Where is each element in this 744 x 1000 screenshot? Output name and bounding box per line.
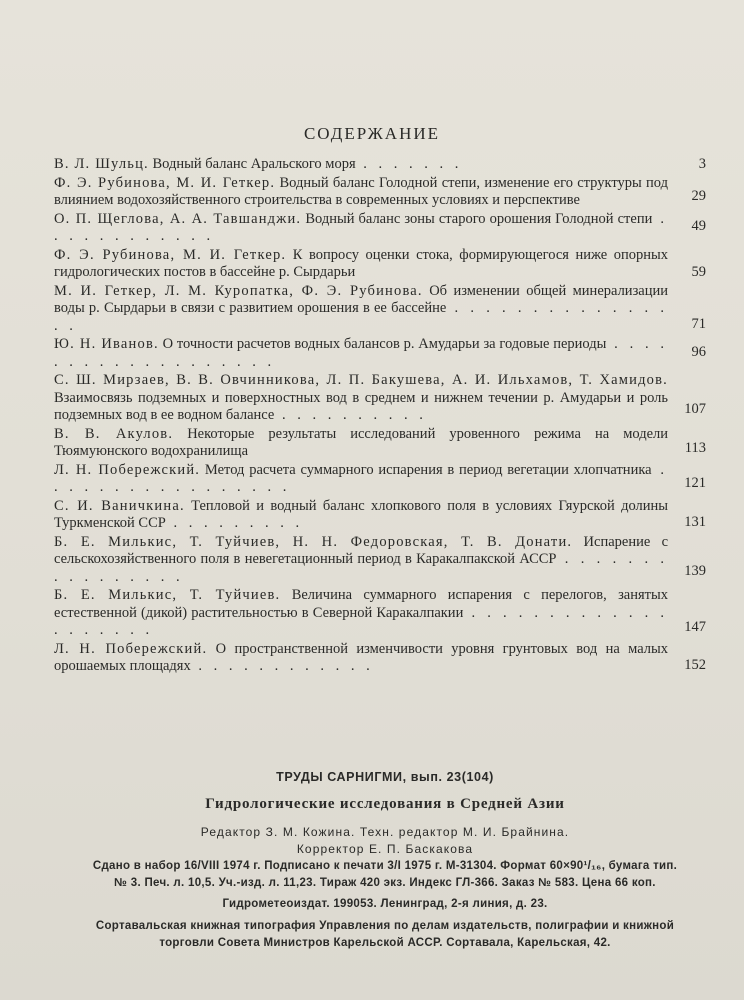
entry-title: Об изменении общей минерализации воды р. Сырдарьи в связи с развитием орошения в ее бассейне [54, 282, 669, 316]
entry-page-number: 96 [691, 343, 706, 360]
entry-page-number: 59 [691, 264, 706, 280]
entry-title: Метод расчета суммарного испарения в период вегетации хлопчатника [204, 461, 652, 478]
entry-authors: Ф. Э. Рубинова, М. И. Геткер. [54, 174, 276, 191]
editors-credits [60, 824, 710, 858]
entry-page-number: 49 [691, 218, 706, 234]
entry-title: К вопросу оценки стока, формирующегося ниже опорных гидрологических постов в бассейне р. Сырдарьи [54, 246, 669, 280]
dot-leader: . . . . . . . . . . . . . . . . . . . [54, 336, 668, 370]
entry-page-number: 113 [684, 440, 706, 456]
printer-info [60, 918, 710, 952]
entry-title: Некоторые результаты исследований уровенного режима на модели Тюямуюнского водохранилища [54, 425, 669, 459]
entry-title: Испарение с сельскохозяйственного поля в невегетационный период в Каракалпакской АССР [54, 533, 668, 567]
entry-authors: Ф. Э. Рубинова, М. И. Геткер. [54, 246, 287, 263]
entry-authors: С. Ш. Мирзаев, В. В. Овчинникова, Л. П. Бакушева, А. И. Ильхамов, Т. Хамидов. [54, 372, 668, 388]
entry-page-number: 152 [684, 657, 706, 673]
entry-title: О точности расчетов водных балансов р. Амударьи за годовые периоды [162, 336, 607, 352]
toc-entry [54, 534, 710, 587]
entry-page-number: 139 [684, 562, 706, 579]
entry-authors: О. П. Щеглова, А. А. Тавшанджи. [54, 210, 302, 227]
entry-authors: Б. Е. Милькис, Т. Туйчиев. [54, 587, 281, 603]
dot-leader: . . . . . . . . . . . . . . . . . . . . [54, 604, 669, 638]
entry-authors: В. Л. Шульц. [54, 156, 149, 172]
toc-entry [54, 498, 710, 533]
toc-entry [54, 247, 710, 282]
toc-entry [54, 372, 710, 425]
toc-entry [54, 336, 710, 371]
entry-title: Водный баланс Голодной степи, изменение его структуры под влиянием водохозяйственного строительства в современных условиях и перспективе [54, 174, 668, 208]
print-details [60, 858, 710, 892]
print-details-line: № 3. Печ. л. 10,5. Уч.-изд. л. 11,23. Тираж 420 экз. Индекс ГЛ-366. Заказ № 583. Цена 66 коп. [114, 877, 656, 889]
entry-title: Величина суммарного испарения с перелогов, занятых естественной (дикой) растительностью в Северной Каракалпакии [54, 587, 668, 621]
toc-entry [54, 175, 710, 210]
dot-leader: . . . . . . . . . . . . [54, 210, 669, 244]
entry-authors: М. И. Геткер, Л. М. Куропатка, Ф. Э. Рубинова. [54, 282, 423, 299]
toc-entry [54, 462, 710, 497]
dot-leader: . . . . . . . . . . . . . . . . [54, 300, 669, 334]
entry-authors: В. В. Акулов. [54, 425, 174, 442]
entry-page-number: 29 [691, 188, 706, 204]
toc-entry [54, 156, 710, 174]
entry-authors: Ю. Н. Иванов. [54, 336, 159, 352]
editors-line: Редактор З. М. Кожина. Техн. редактор М. И. Брайнина. [200, 825, 570, 839]
entry-title: Водный баланс зоны старого орошения Голодной степи [305, 210, 653, 227]
series-title: ТРУДЫ САРНИГМИ, вып. 23(104) [276, 770, 494, 784]
dot-leader: . . . . . . . . . [165, 515, 304, 531]
dot-leader: . . . . . . . . . . . . [190, 658, 374, 674]
printer-line: торговли Совета Министров Карельской АССР. Сортавала, Карельская, 42. [159, 937, 611, 949]
publisher-address: Гидрометеоиздат. 199053. Ленинград, 2-я линия, д. 23. [222, 898, 548, 910]
dot-leader: . . . . . . . . . . [274, 407, 427, 423]
dot-leader: . . . . . . . . . . . . . . . . . [54, 461, 668, 495]
corrector-line: Корректор Е. П. Баскакова [296, 842, 474, 856]
toc-entry [54, 283, 710, 336]
toc-entry [54, 587, 710, 640]
entry-authors: Л. Н. Побережский. [54, 461, 201, 478]
entry-title: Водный баланс Аральского моря [152, 156, 356, 172]
entry-title: Тепловой и водный баланс хлопкового поля в условиях Гяурской долины Туркменской ССР [54, 497, 669, 531]
printer-line: Сортавальская книжная типография Управления по делам издательств, полиграфии и книжной [95, 920, 675, 932]
entry-authors: Л. Н. Побережский. [54, 640, 208, 657]
dot-leader: . . . . . . . [355, 156, 463, 172]
entry-title: О пространственной изменчивости уровня грунтовых вод на малых орошаемых площадях [54, 640, 668, 674]
toc-entry [54, 211, 710, 246]
entry-page-number: 121 [684, 475, 706, 491]
entry-page-number: 107 [684, 401, 706, 417]
entry-page-number: 147 [684, 619, 706, 635]
entry-page-number: 131 [684, 514, 706, 530]
table-of-contents [54, 156, 710, 677]
book-title: Гидрологические исследования в Средней Азии [205, 796, 565, 812]
print-details-line: Сдано в набор 16/VIII 1974 г. Подписано к печати 3/I 1975 г. М-31304. Формат 60×90¹/₁₆, бумага тип. [92, 860, 678, 872]
entry-page-number: 71 [691, 315, 706, 332]
entry-title: Взаимосвязь подземных и поверхностных вод в среднем и нижнем течении р. Амударьи и роль подземных вод в ее водном балансе [54, 389, 668, 423]
entry-authors: Б. Е. Милькис, Т. Туйчиев, Н. Н. Федоровская, Т. В. Донати. [54, 533, 573, 550]
toc-entry [54, 426, 710, 461]
toc-entry [54, 641, 710, 676]
entry-authors: С. И. Ваничкина. [54, 497, 185, 514]
entry-page-number: 3 [698, 156, 706, 172]
contents-heading: СОДЕРЖАНИЕ [303, 124, 441, 143]
dot-leader: . . . . . . . . . . . . . . . . [54, 551, 668, 585]
